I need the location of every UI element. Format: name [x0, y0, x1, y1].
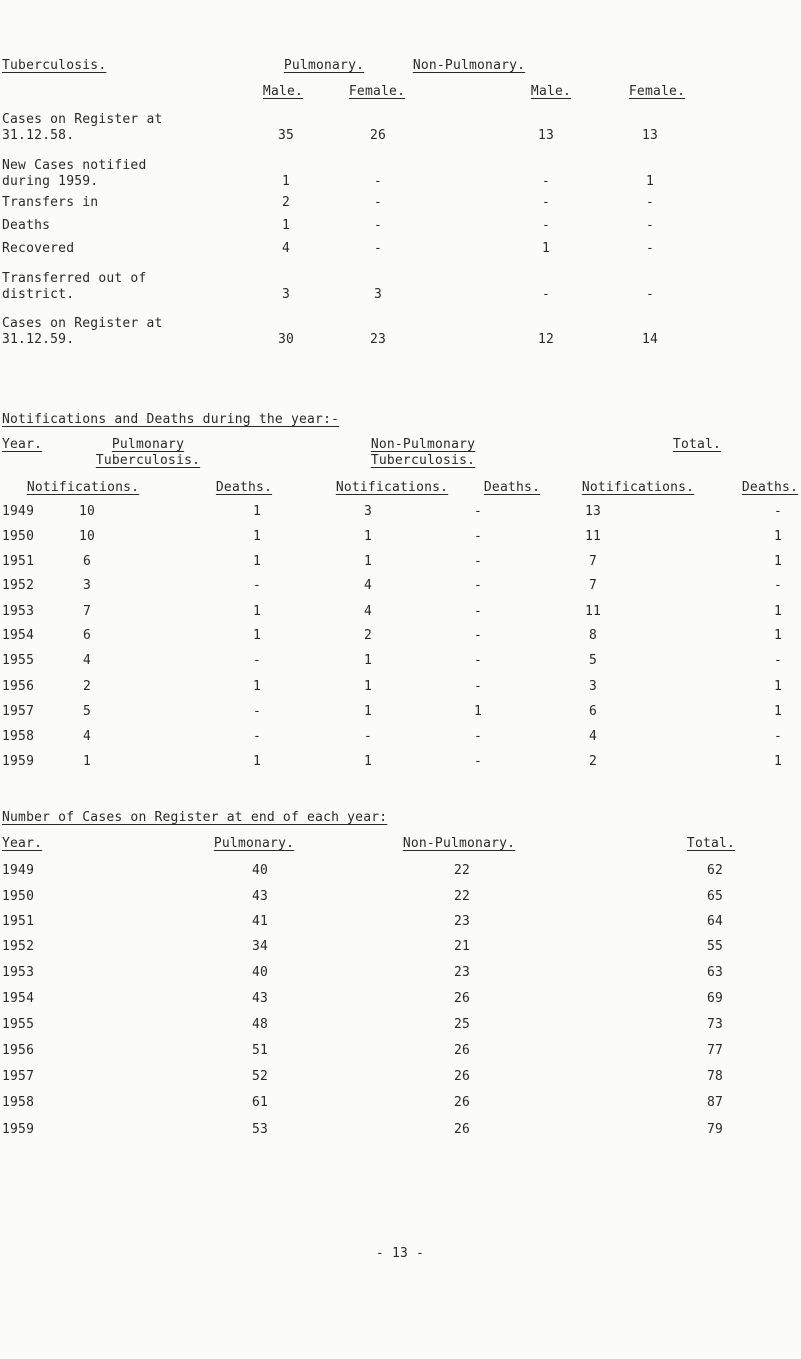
register-cell: - — [645, 287, 655, 302]
register-header-male-pulmonary: Male. — [262, 84, 304, 99]
register-cell: 23 — [369, 332, 387, 347]
register-totals-cell: 21 — [453, 939, 471, 954]
notifications-cell: 4 — [82, 729, 92, 744]
notifications-cell: 4 — [363, 604, 373, 619]
notifications-cell: 2 — [588, 754, 598, 769]
notifications-cell: 7 — [588, 554, 598, 569]
notifications-cell: - — [773, 504, 783, 519]
notifications-cell: 3 — [588, 679, 598, 694]
register-row-label: 31.12.59. — [2, 332, 75, 347]
page-number: - 13 - — [375, 1246, 425, 1261]
register-totals-cell: 26 — [453, 991, 471, 1006]
register-cell: 1 — [541, 241, 551, 256]
register-cell: 1 — [281, 174, 291, 189]
notifications-cell: - — [473, 754, 483, 769]
notifications-cell: 1 — [363, 754, 373, 769]
register-totals-cell: 26 — [453, 1122, 471, 1137]
register-row-label: 31.12.58. — [2, 128, 75, 143]
register-totals-cell: 23 — [453, 965, 471, 980]
register-totals-year: 1958 — [2, 1095, 35, 1110]
notifications-cell: - — [252, 653, 262, 668]
notifications-year: 1949 — [2, 504, 35, 519]
notifications-cell: 1 — [773, 628, 783, 643]
register-totals-cell: 77 — [706, 1043, 724, 1058]
register-totals-year: 1956 — [2, 1043, 35, 1058]
notifications-cell: - — [252, 578, 262, 593]
notifications-year: 1951 — [2, 554, 35, 569]
register-cell: 35 — [277, 128, 295, 143]
notifications-cell: - — [363, 729, 373, 744]
notifications-cell: - — [473, 578, 483, 593]
notifications-cell: 1 — [252, 754, 262, 769]
register-cell: 2 — [281, 195, 291, 210]
notifications-sub-header-2: Deaths. — [215, 480, 273, 495]
register-cell: - — [541, 195, 551, 210]
register-totals-cell: 22 — [453, 889, 471, 904]
register-row-label: Deaths — [2, 218, 51, 233]
notifications-year: 1957 — [2, 704, 35, 719]
section-title: Tuberculosis. — [2, 58, 107, 73]
notifications-cell: - — [773, 578, 783, 593]
notifications-cell: 1 — [363, 529, 373, 544]
register-totals-year: 1952 — [2, 939, 35, 954]
notifications-group-pulmonary-line1: Pulmonary — [111, 437, 185, 452]
register-totals-cell: 79 — [706, 1122, 724, 1137]
notifications-cell: 1 — [473, 704, 483, 719]
notifications-cell: 1 — [363, 653, 373, 668]
notifications-cell: 2 — [363, 628, 373, 643]
notifications-year: 1954 — [2, 628, 35, 643]
register-cell: - — [645, 195, 655, 210]
register-cell: - — [541, 174, 551, 189]
notifications-year: 1952 — [2, 578, 35, 593]
register-cell: 13 — [641, 128, 659, 143]
register-cell: 4 — [281, 241, 291, 256]
notifications-group-total: Total. — [672, 437, 722, 452]
notifications-cell: - — [473, 653, 483, 668]
register-totals-cell: 69 — [706, 991, 724, 1006]
notifications-cell: - — [773, 729, 783, 744]
register-totals-year-header: Year. — [2, 836, 43, 851]
register-cell: - — [373, 174, 383, 189]
notifications-year-header: Year. — [2, 437, 43, 452]
register-row-label: Cases on Register at — [2, 316, 163, 331]
register-totals-year: 1957 — [2, 1069, 35, 1084]
notifications-sub-header-1: Notifications. — [26, 480, 140, 495]
register-totals-cell: 26 — [453, 1095, 471, 1110]
notifications-cell: - — [473, 504, 483, 519]
register-totals-cell: 55 — [706, 939, 724, 954]
notifications-cell: 11 — [584, 529, 602, 544]
register-totals-pulmonary-header: Pulmonary. — [213, 836, 295, 851]
register-totals-cell: 53 — [251, 1122, 269, 1137]
notifications-cell: - — [473, 554, 483, 569]
register-totals-year: 1959 — [2, 1122, 35, 1137]
notifications-cell: 1 — [363, 704, 373, 719]
notifications-cell: - — [252, 729, 262, 744]
notifications-cell: 4 — [82, 653, 92, 668]
register-header-female-non-pulmonary: Female. — [628, 84, 686, 99]
notifications-sub-header-4: Deaths. — [483, 480, 541, 495]
notifications-cell: - — [473, 604, 483, 619]
register-cell: 1 — [645, 174, 655, 189]
register-cell: - — [373, 241, 383, 256]
register-totals-total-header: Total. — [686, 836, 736, 851]
notifications-cell: 1 — [252, 554, 262, 569]
register-row-label: during 1959. — [2, 174, 99, 189]
notifications-cell: 10 — [78, 529, 96, 544]
notifications-cell: 6 — [82, 554, 92, 569]
register-row-label: district. — [2, 287, 75, 302]
notifications-year: 1958 — [2, 729, 35, 744]
notifications-cell: 4 — [363, 578, 373, 593]
notifications-cell: 3 — [363, 504, 373, 519]
register-totals-cell: 22 — [453, 863, 471, 878]
register-cell: 13 — [537, 128, 555, 143]
notifications-year: 1953 — [2, 604, 35, 619]
register-totals-cell: 40 — [251, 863, 269, 878]
register-cell: - — [373, 218, 383, 233]
notifications-year: 1956 — [2, 679, 35, 694]
register-totals-cell: 87 — [706, 1095, 724, 1110]
register-totals-cell: 48 — [251, 1017, 269, 1032]
register-totals-cell: 62 — [706, 863, 724, 878]
notifications-cell: 1 — [773, 704, 783, 719]
notifications-cell: - — [773, 653, 783, 668]
notifications-cell: 1 — [363, 679, 373, 694]
register-totals-cell: 40 — [251, 965, 269, 980]
notifications-cell: 6 — [82, 628, 92, 643]
notifications-cell: 1 — [773, 554, 783, 569]
register-totals-cell: 64 — [706, 914, 724, 929]
register-cell: 1 — [281, 218, 291, 233]
register-totals-cell: 78 — [706, 1069, 724, 1084]
notifications-sub-header-3: Notifications. — [335, 480, 449, 495]
register-totals-year: 1954 — [2, 991, 35, 1006]
notifications-cell: 7 — [588, 578, 598, 593]
notifications-sub-header-5: Notifications. — [581, 480, 695, 495]
notifications-cell: 13 — [584, 504, 602, 519]
register-totals-cell: 23 — [453, 914, 471, 929]
notifications-cell: 6 — [588, 704, 598, 719]
notifications-cell: 1 — [252, 628, 262, 643]
register-row-label: Cases on Register at — [2, 112, 163, 127]
notifications-cell: 1 — [363, 554, 373, 569]
notifications-cell: 1 — [773, 754, 783, 769]
register-totals-year: 1951 — [2, 914, 35, 929]
notifications-cell: 1 — [773, 679, 783, 694]
register-header-male-non-pulmonary: Male. — [530, 84, 572, 99]
register-totals-title: Number of Cases on Register at end of each year: — [2, 810, 388, 825]
notifications-group-non-pulmonary-line2: Tuberculosis. — [370, 453, 476, 468]
notifications-cell: - — [473, 729, 483, 744]
notifications-year: 1955 — [2, 653, 35, 668]
register-totals-cell: 26 — [453, 1069, 471, 1084]
register-cell: 30 — [277, 332, 295, 347]
register-totals-year: 1955 — [2, 1017, 35, 1032]
register-totals-cell: 26 — [453, 1043, 471, 1058]
notifications-cell: 1 — [252, 604, 262, 619]
register-totals-year: 1953 — [2, 965, 35, 980]
notifications-cell: 7 — [82, 604, 92, 619]
register-totals-non-pulmonary-header: Non-Pulmonary. — [402, 836, 516, 851]
register-cell: 3 — [373, 287, 383, 302]
notifications-cell: - — [473, 529, 483, 544]
notifications-cell: 1 — [252, 504, 262, 519]
register-group-header-pulmonary: Pulmonary. — [283, 58, 365, 73]
register-cell: 14 — [641, 332, 659, 347]
register-cell: 26 — [369, 128, 387, 143]
notifications-group-pulmonary-line2: Tuberculosis. — [95, 453, 201, 468]
notifications-cell: - — [252, 704, 262, 719]
register-totals-year: 1950 — [2, 889, 35, 904]
notifications-cell: 5 — [588, 653, 598, 668]
register-totals-cell: 73 — [706, 1017, 724, 1032]
register-cell: - — [373, 195, 383, 210]
notifications-cell: - — [473, 628, 483, 643]
notifications-sub-header-6: Deaths. — [741, 480, 799, 495]
register-cell: - — [541, 218, 551, 233]
notifications-cell: 11 — [584, 604, 602, 619]
register-cell: 12 — [537, 332, 555, 347]
notifications-cell: 5 — [82, 704, 92, 719]
register-totals-cell: 65 — [706, 889, 724, 904]
register-totals-cell: 52 — [251, 1069, 269, 1084]
register-totals-cell: 34 — [251, 939, 269, 954]
notifications-title: Notifications and Deaths during the year:- — [2, 412, 340, 427]
register-cell: - — [645, 218, 655, 233]
notifications-cell: 1 — [252, 679, 262, 694]
register-totals-cell: 51 — [251, 1043, 269, 1058]
notifications-cell: 1 — [773, 604, 783, 619]
register-header-female-pulmonary: Female. — [348, 84, 406, 99]
register-row-label: New Cases notified — [2, 158, 147, 173]
register-totals-cell: 43 — [251, 889, 269, 904]
register-cell: 3 — [281, 287, 291, 302]
notifications-cell: 8 — [588, 628, 598, 643]
register-totals-cell: 61 — [251, 1095, 269, 1110]
notifications-cell: 10 — [78, 504, 96, 519]
register-cell: - — [541, 287, 551, 302]
notifications-group-non-pulmonary-line1: Non-Pulmonary — [370, 437, 476, 452]
register-group-header-non-pulmonary: Non-Pulmonary. — [412, 58, 526, 73]
notifications-cell: 4 — [588, 729, 598, 744]
notifications-cell: 3 — [82, 578, 92, 593]
register-totals-year: 1949 — [2, 863, 35, 878]
notifications-year: 1959 — [2, 754, 35, 769]
register-row-label: Transferred out of — [2, 271, 147, 286]
register-totals-cell: 63 — [706, 965, 724, 980]
notifications-cell: 2 — [82, 679, 92, 694]
notifications-cell: 1 — [252, 529, 262, 544]
notifications-cell: 1 — [82, 754, 92, 769]
register-totals-cell: 43 — [251, 991, 269, 1006]
notifications-cell: - — [473, 679, 483, 694]
register-cell: - — [645, 241, 655, 256]
register-totals-cell: 41 — [251, 914, 269, 929]
notifications-cell: 1 — [773, 529, 783, 544]
register-totals-cell: 25 — [453, 1017, 471, 1032]
notifications-year: 1950 — [2, 529, 35, 544]
register-row-label: Recovered — [2, 241, 75, 256]
register-row-label: Transfers in — [2, 195, 99, 210]
